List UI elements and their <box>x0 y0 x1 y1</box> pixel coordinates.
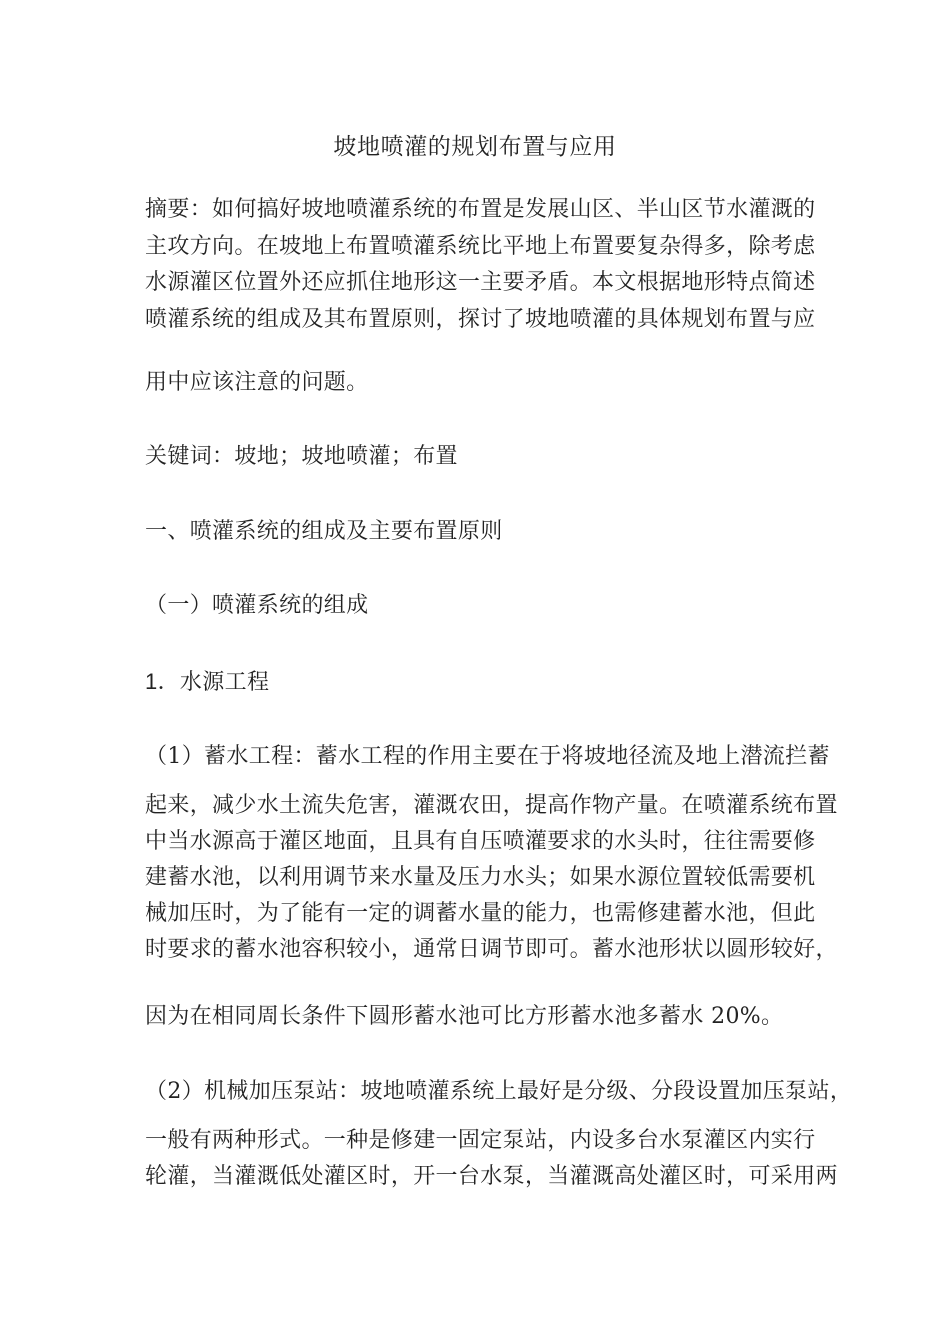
paragraph-line: 一般有两种形式。一种是修建一固定泵站，内设多台水泵灌区内实行 <box>145 1128 816 1153</box>
paragraph-line: 中当水源高于灌区地面，且具有自压喷灌要求的水头时，往往需要修 <box>145 829 816 854</box>
paragraph-line: 建蓄水池，以利用调节来水量及压力水头；如果水源位置较低需要机 <box>145 865 816 890</box>
abstract-line: 用中应该注意的问题。 <box>145 370 369 395</box>
keywords: 关键词：坡地；坡地喷灌；布置 <box>145 444 458 469</box>
document-title: 坡地喷灌的规划布置与应用 <box>333 134 617 160</box>
abstract-line: 摘要：如何搞好坡地喷灌系统的布置是发展山区、半山区节水灌溉的 <box>145 197 816 222</box>
paragraph-line: 械加压时，为了能有一定的调蓄水量的能力，也需修建蓄水池，但此 <box>145 901 816 926</box>
paragraph-line: （2）机械加压泵站：坡地喷灌系统上最好是分级、分段设置加压泵站， <box>145 1079 853 1104</box>
item-heading: 1．水源工程 <box>145 669 270 694</box>
paragraph-line: （1）蓄水工程：蓄水工程的作用主要在于将坡地径流及地上潜流拦蓄 <box>145 744 830 769</box>
subsection-heading: （一）喷灌系统的组成 <box>145 593 369 618</box>
abstract-line: 水源灌区位置外还应抓住地形这一主要矛盾。本文根据地形特点简述 <box>145 270 816 295</box>
abstract-line: 主攻方向。在坡地上布置喷灌系统比平地上布置要复杂得多，除考虑 <box>145 234 816 259</box>
abstract-line: 喷灌系统的组成及其布置原则，探讨了坡地喷灌的具体规划布置与应 <box>145 307 816 332</box>
paragraph-line: 轮灌，当灌溉低处灌区时，开一台水泵，当灌溉高处灌区时，可采用两 <box>145 1164 838 1189</box>
section-heading: 一、喷灌系统的组成及主要布置原则 <box>145 519 503 544</box>
paragraph-line: 因为在相同周长条件下圆形蓄水池可比方形蓄水池多蓄水 20%。 <box>145 1004 784 1029</box>
paragraph-line: 起来，减少水土流失危害，灌溉农田，提高作物产量。在喷灌系统布置 <box>145 793 838 818</box>
paragraph-line: 时要求的蓄水池容积较小，通常日调节即可。蓄水池形状以圆形较好， <box>145 937 838 962</box>
